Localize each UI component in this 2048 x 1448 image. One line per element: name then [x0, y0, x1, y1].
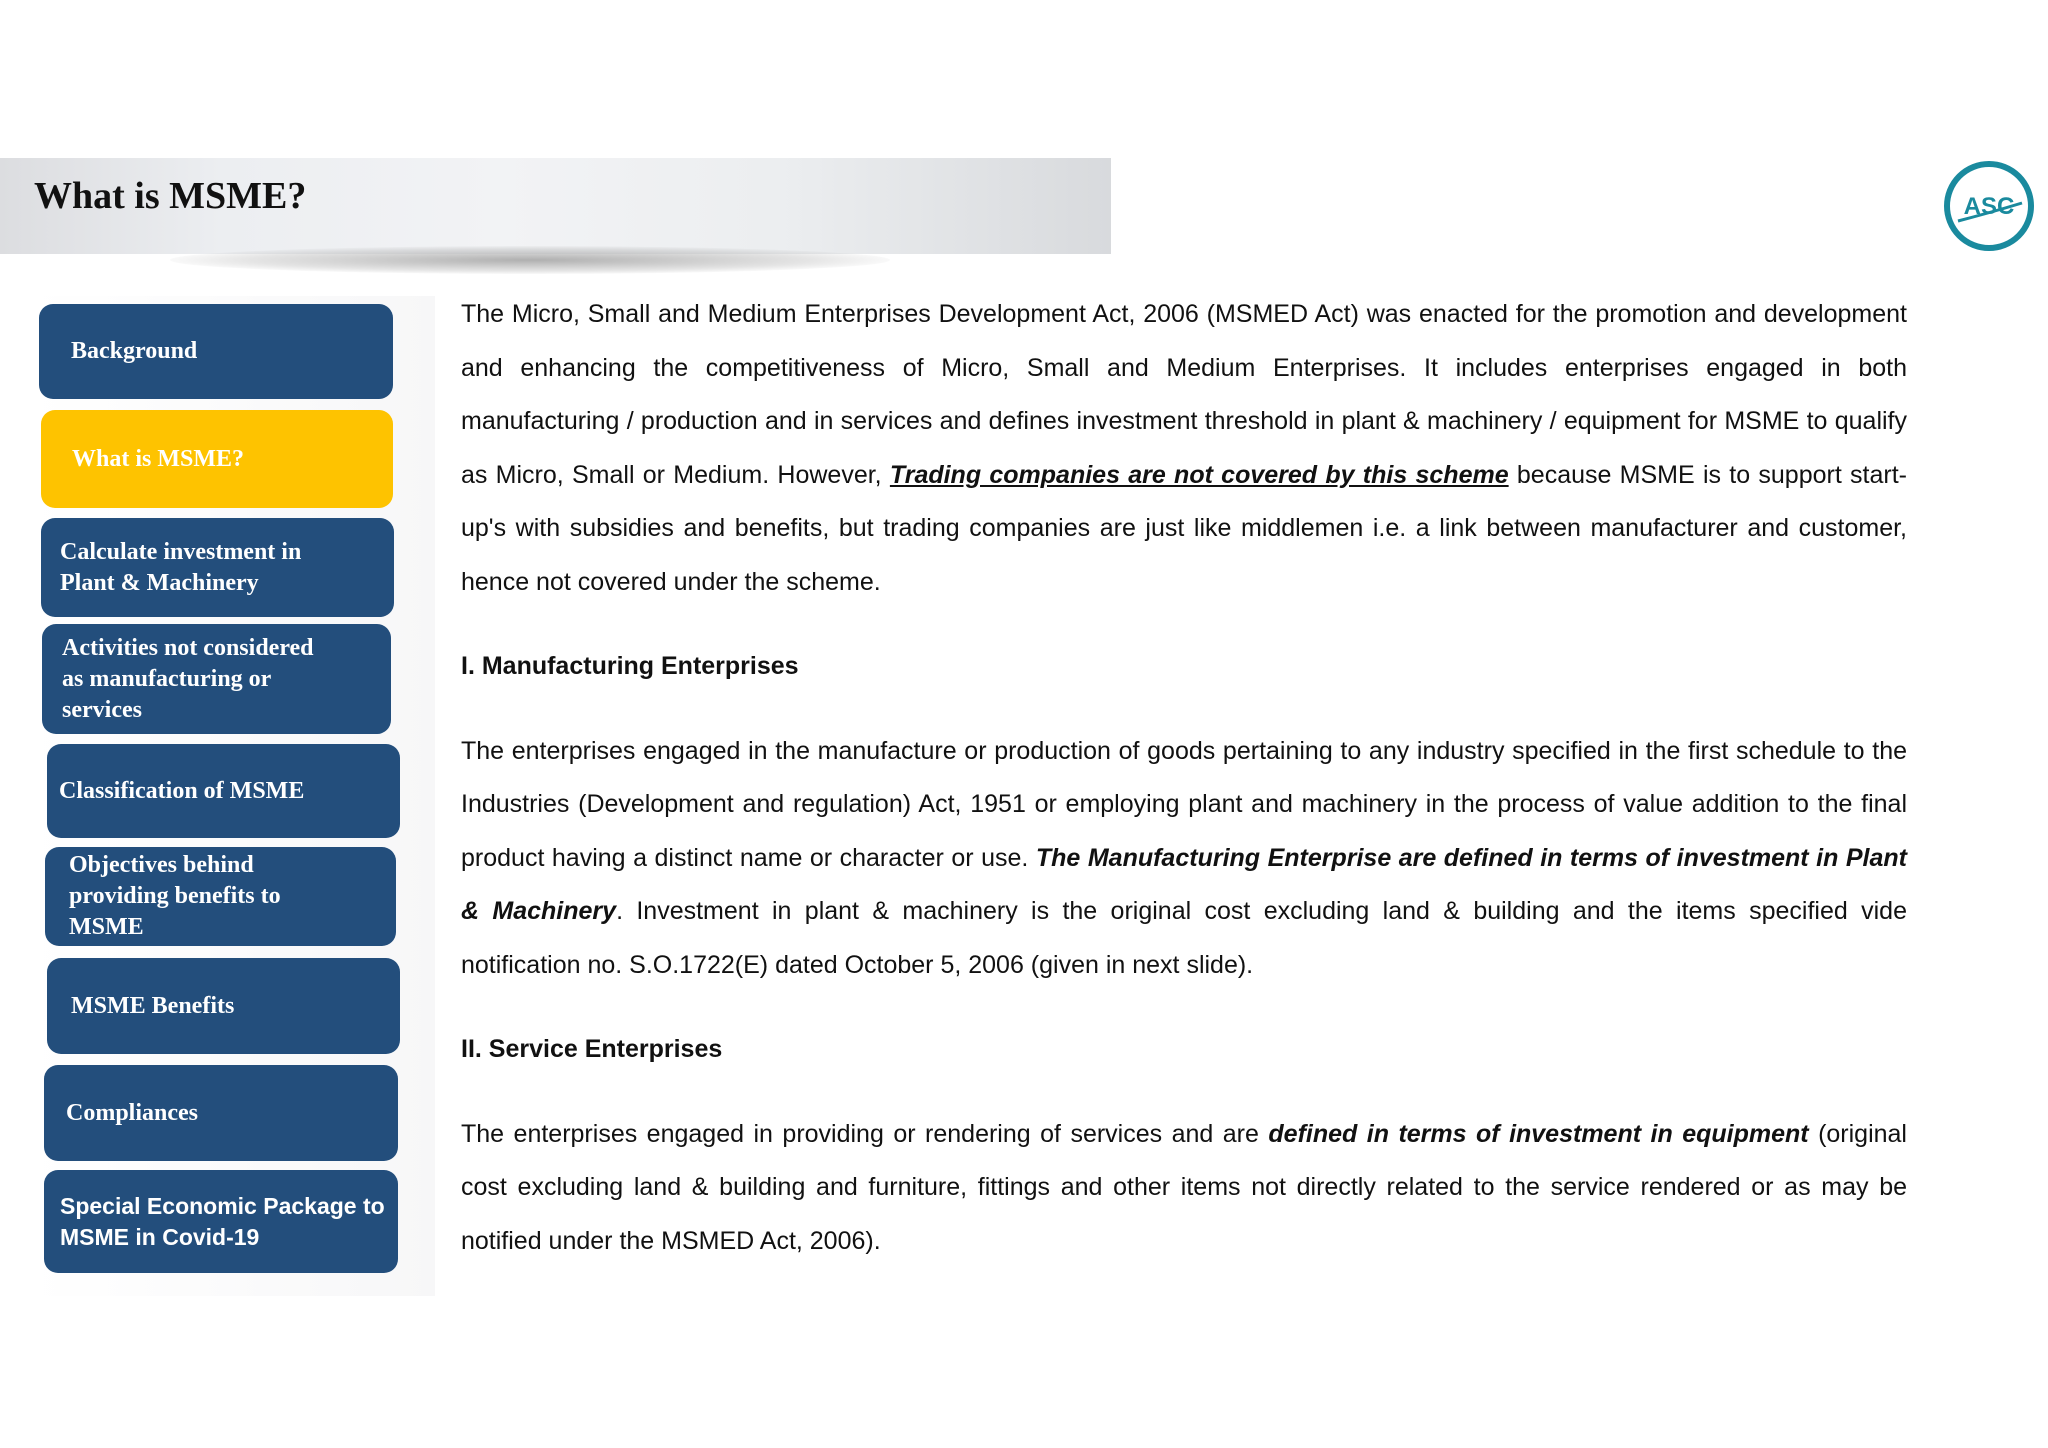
manufacturing-paragraph: The enterprises engaged in the manufacture or production of goods pertaining to any industry specified in the first schedule to the Industries (Development and regulation) Act, 1951 or employing plant and machinery in the process of value addition to the final product having a distinct name or character or use. The Manufacturing Enterprise are defined in terms of investment in Plant & Machinery. Investment in plant & machinery is the original cost excluding land & building and the items specified vide notification no. S.O.1722(E) dated October 5, 2006 (given in next slide). — [461, 736, 1907, 979]
sidebar-item-objectives[interactable] — [45, 847, 396, 946]
sidebar-item-what-is-msme[interactable] — [41, 410, 393, 508]
manufacturing-emphasis: The Manufacturing Enterprise are defined in terms of investment in Plant & Machinery — [461, 843, 1907, 925]
sidebar-item-label: Calculate investment in Plant & Machinery — [60, 538, 302, 596]
sidebar-item-label: Activities not considered as manufacturing or services — [62, 634, 314, 723]
page-title: What is MSME? — [34, 175, 307, 217]
logo-text: ASC — [1963, 193, 2015, 220]
service-paragraph: The enterprises engaged in providing or rendering of services and are defined in terms of investment in equipment (original cost excluding land & building and furniture, fittings and other items not directly related to the service rendered or as may be notified under the MSMED Act, 2006). — [461, 1119, 1907, 1255]
service-heading: II. Service Enterprises — [461, 1035, 723, 1063]
intro-paragraph: The Micro, Small and Medium Enterprises Development Act, 2006 (MSMED Act) was enacted for the promotion and development and enhancing the competitiveness of Micro, Small and Medium Enterprises. It includes enterprises engaged in both manufacturing / production and in services and defines investment threshold in plant & machinery / equipment for MSME to qualify as Micro, Small or Medium. However, Trading companies are not covered by this scheme because MSME is to support start-up's with subsidies and benefits, but trading companies are just like middlemen i.e. a link between manufacturer and customer, hence not covered under the scheme. — [461, 300, 1907, 596]
sidebar-item-background[interactable] — [39, 304, 393, 399]
sidebar-item-label: What is MSME? — [72, 445, 245, 472]
sidebar-item-label: Special Economic Package to MSME in Covid-19 — [60, 1192, 385, 1250]
sidebar-item-compliances[interactable] — [44, 1065, 398, 1161]
sidebar-item-activities-not-considered[interactable] — [42, 624, 391, 734]
title-band-shadow — [170, 246, 890, 274]
service-emphasis: defined in terms of investment in equipment — [1268, 1119, 1809, 1148]
sidebar-item-label: Compliances — [66, 1099, 198, 1126]
main-content — [461, 288, 1907, 1268]
sidebar-item-special-economic-package[interactable] — [44, 1170, 398, 1273]
sidebar-item-label: Objectives behind providing benefits to MSME — [69, 852, 281, 940]
sidebar-item-label: Background — [71, 338, 198, 364]
asc-logo — [1942, 159, 2036, 253]
sidebar-item-msme-benefits[interactable] — [47, 958, 400, 1054]
sidebar-item-label: MSME Benefits — [71, 992, 235, 1019]
manufacturing-heading: I. Manufacturing Enterprises — [461, 652, 799, 680]
sidebar-item-label: Classification of MSME — [59, 777, 305, 804]
trading-companies-emphasis: Trading companies are not covered by this scheme — [889, 460, 1509, 489]
sidebar-item-calculate-investment[interactable] — [41, 518, 394, 617]
sidebar-item-classification[interactable] — [47, 744, 400, 838]
